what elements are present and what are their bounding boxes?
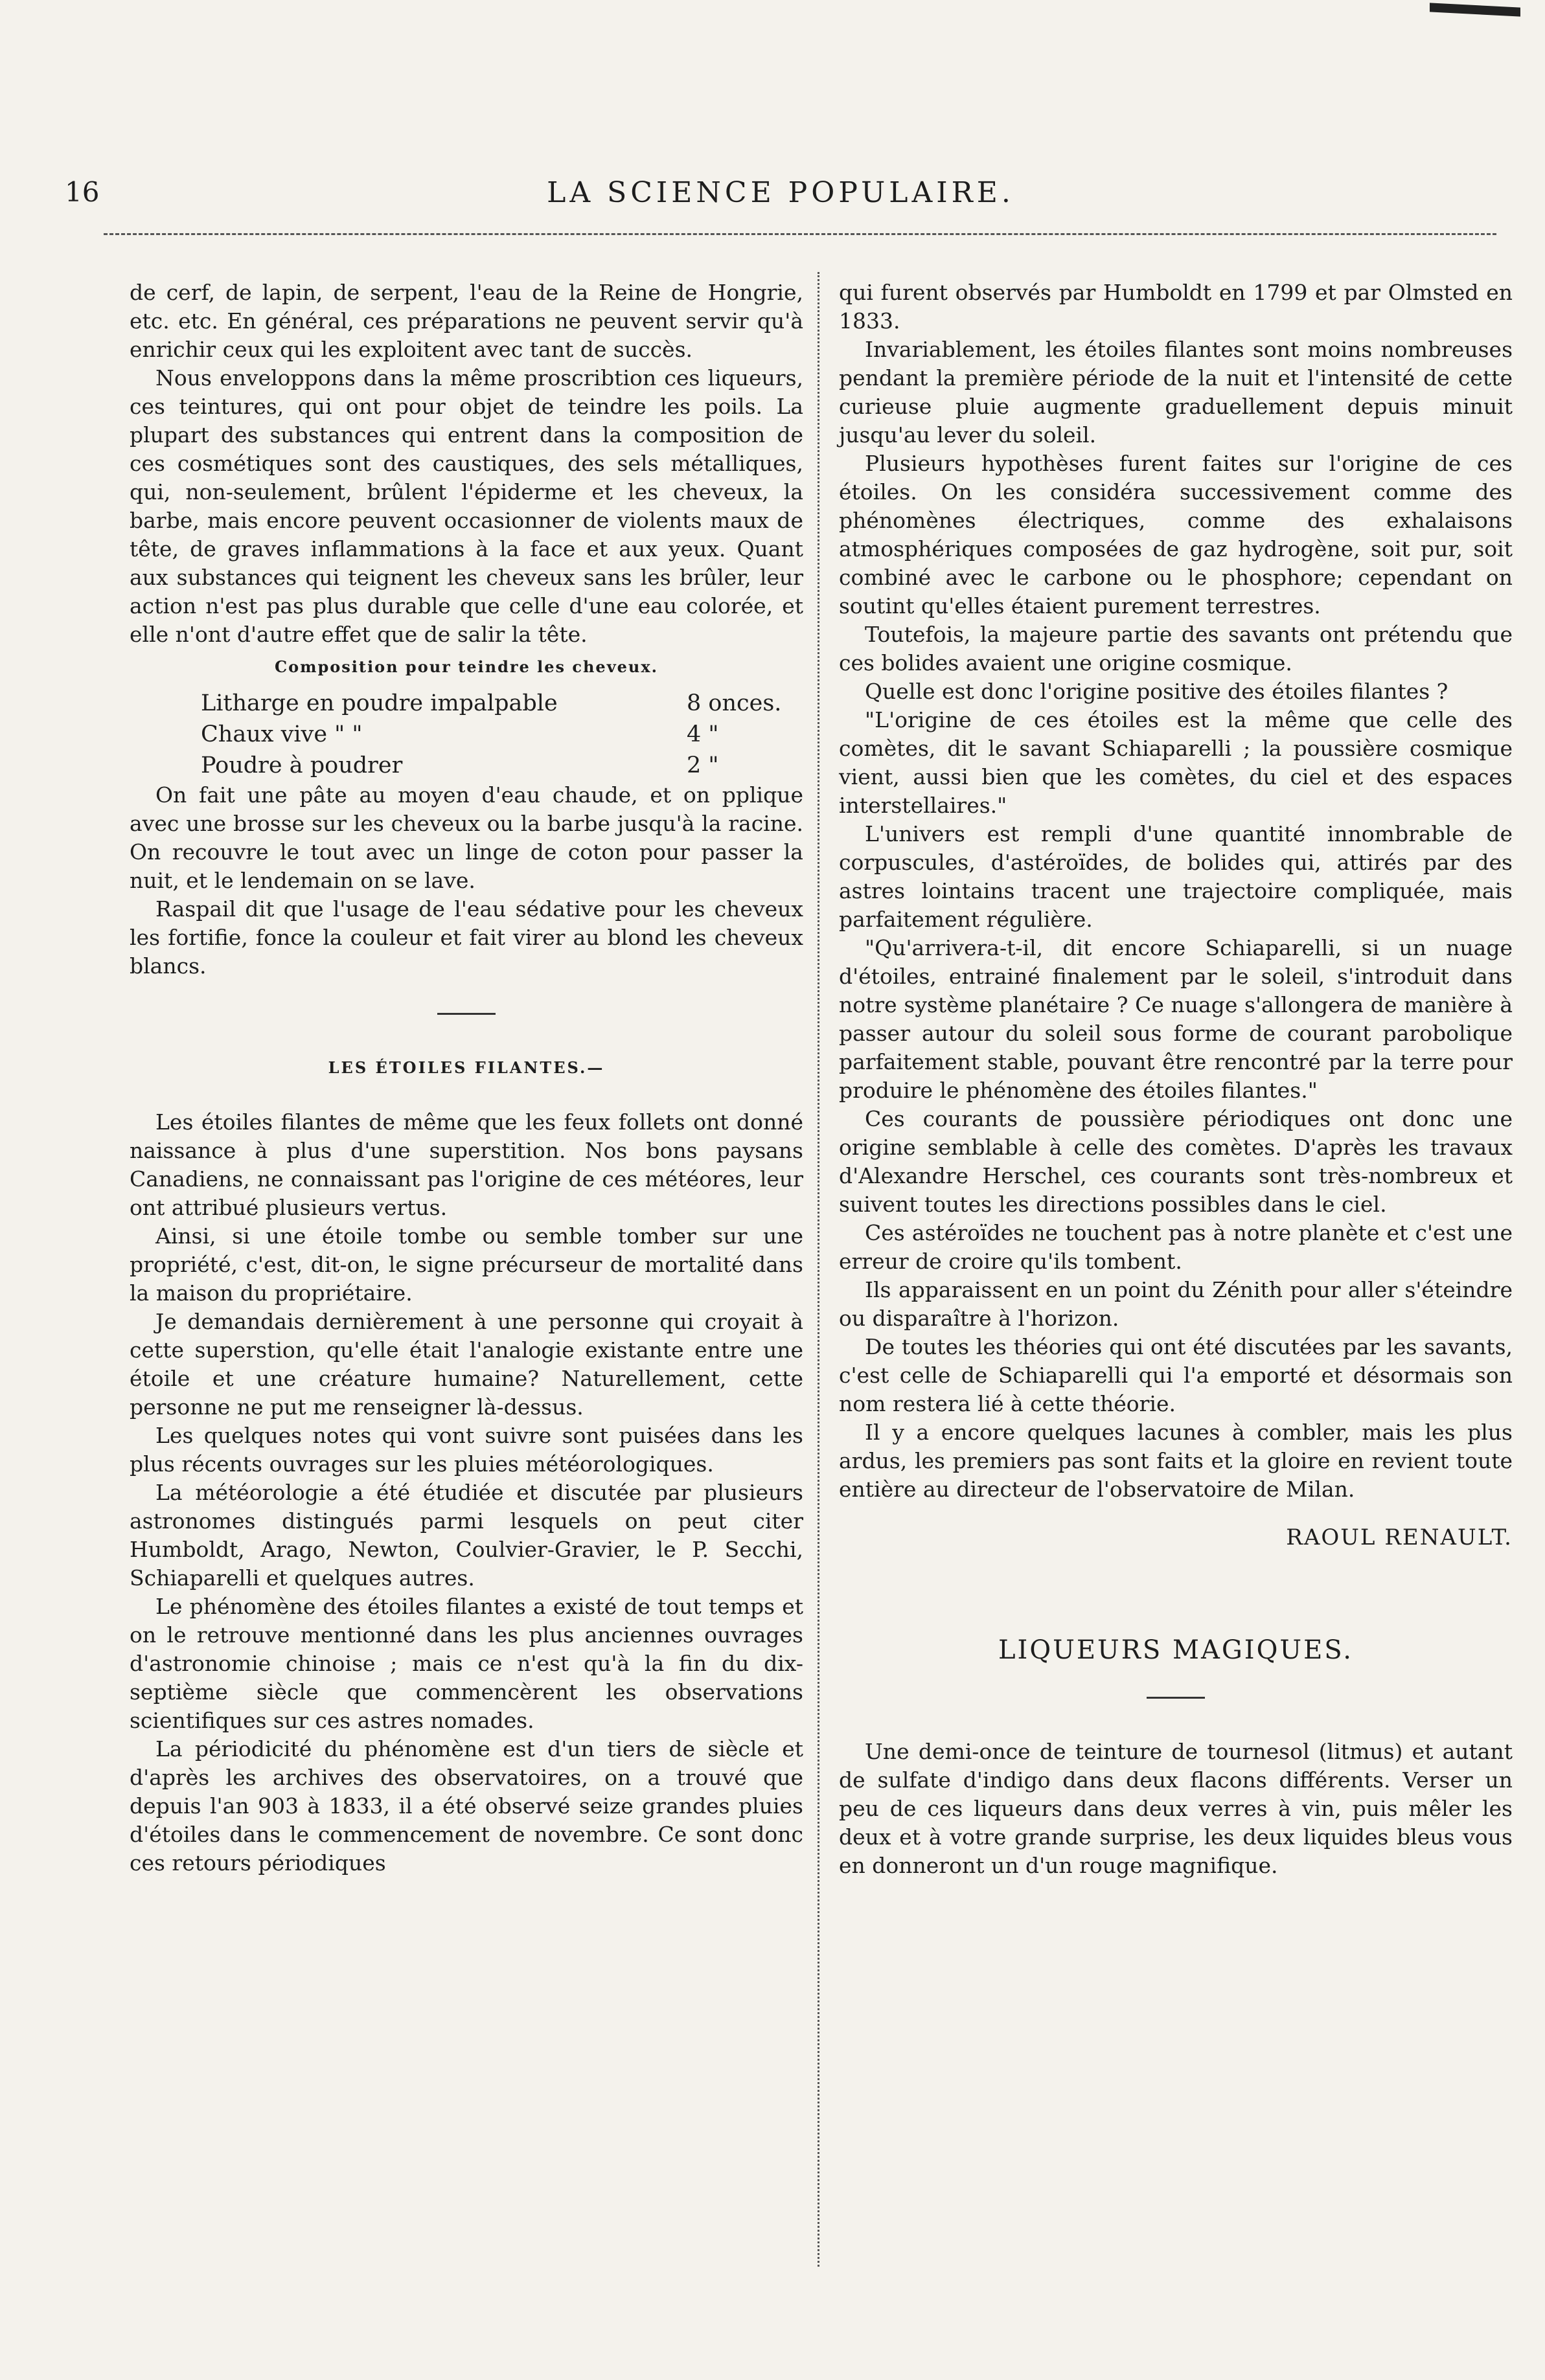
section-divider <box>437 1013 496 1015</box>
paragraph: Les quelques notes qui vont suivre sont puisées dans les plus récents ouvrages sur les pluies météorologiques. <box>130 1423 803 1477</box>
paragraph: Je demandais dernièrement à une personne qui croyait à cette superstion, qu'elle était l'analogie existante entre une étoile et une créature humaine? Naturellement, cette personne ne put me renseigner là-dessus. <box>130 1309 803 1420</box>
recipe-row <box>130 688 803 719</box>
paragraph: Nous enveloppons dans la même proscribtion ces liqueurs, ces teintures, qui ont pour objet de teindre les poils. La plupart des substances qui entrent dans la composition de ces cosmétiques sont des caustiques, des sels métalliques, qui, non-seulement, brûlent l'épiderme et les cheveux, la barbe, mais encore peuvent occasionner de violents maux de tête, de graves inflammations à la face et aux yeux. Quant aux substances qui teignent les cheveux sans les brûler, leur action n'est pas plus durable que celle d'une eau colorée, et elle n'ont d'autre effet que de salir la tête. <box>130 365 803 647</box>
running-title: LA SCIENCE POPULAIRE. <box>547 176 1014 209</box>
paragraph: Quelle est donc l'origine positive des étoiles filantes ? <box>865 679 1448 704</box>
paragraph: Le phénomène des étoiles filantes a existé de tout temps et on le retrouve mentionné dans les plus anciennes ouvrages d'astronomie chinoise ; mais ce n'est qu'à la fin du dix-septième siècle que commencèrent les observations scientifiques sur ces astres nomades. <box>130 1594 803 1733</box>
paragraph: Ces astéroïdes ne touchent pas à notre planète et c'est une erreur de croire qu'ils tombent. <box>839 1220 1513 1274</box>
paragraph: "Qu'arrivera-t-il, dit encore Schiaparelli, si un nuage d'étoiles, entrainé finalement par le soleil, s'introduit dans notre système planétaire ? Ce nuage s'allongera de manière à passer autour du soleil sous forme de courant parobolique parfaitement stable, pouvant être rencontré par la terre pour produire le phénomène des étoiles filantes." <box>839 935 1513 1103</box>
recipe-quantity: 8 onces. <box>687 690 782 716</box>
recipe-quantity: 4 " <box>687 721 719 747</box>
paragraph: Une demi-once de teinture de tournesol (litmus) et autant de sulfate d'indigo dans deux flacons différents. Verser un peu de ces liqueurs dans deux verres à vin, puis mêler les deux et à votre grande surprise, les deux liquides bleus vous en donneront un d'un rouge magnifique. <box>839 1739 1513 1878</box>
paragraph: "L'origine de ces étoiles est la même que celle des comètes, dit le savant Schiaparelli ; la poussière cosmique vient, aussi bien que les comètes, du ciel et des espaces interstellaires." <box>839 707 1513 818</box>
recipe-row <box>130 719 803 750</box>
paragraph: L'univers est rempli d'une quantité innombrable de corpuscules, d'astéroïdes, de bolides qui, attirés par des astres lointains tracent une trajectoire compliquée, mais parfaitement régulière. <box>839 821 1513 932</box>
page-header <box>65 176 1496 215</box>
paragraph: Ces courants de poussière périodiques ont donc une origine semblable à celle des comètes. D'après les travaux d'Alexandre Herschel, ces courants sont très-nombreux et suivent toutes les directions possibles dans le ciel. <box>839 1106 1513 1217</box>
paragraph: Ils apparaissent en un point du Zénith pour aller s'éteindre ou disparaître à l'horizon. <box>839 1277 1513 1331</box>
paragraph: Raspail dit que l'usage de l'eau sédative pour les cheveux les fortifie, fonce la couleur et fait virer au blond les cheveux blancs. <box>130 896 803 979</box>
paragraph: Invariablement, les étoiles filantes sont moins nombreuses pendant la première période de la nuit et l'intensité de cette curieuse pluie augmente graduellement depuis minuit jusqu'au lever du soleil. <box>839 337 1513 448</box>
section-divider <box>1147 1697 1205 1699</box>
recipe-quantity: 2 " <box>687 753 719 778</box>
paragraph: Ainsi, si une étoile tombe ou semble tomber sur une propriété, c'est, dit-on, le signe précurseur de mortalité dans la maison du propriétaire. <box>130 1223 803 1306</box>
header-rule <box>104 233 1496 235</box>
paragraph: Plusieurs hypothèses furent faites sur l'origine de ces étoiles. On les considéra successivement comme des phénomènes électriques, comme des exhalaisons atmosphériques composées de gaz hydrogène, soit pur, soit combiné avec le carbone ou le phosphore; cependant on soutint qu'elles étaient purement terrestres. <box>839 451 1513 618</box>
recipe-row <box>130 750 803 781</box>
left-column <box>130 278 803 2286</box>
paragraph: de cerf, de lapin, de serpent, l'eau de la Reine de Hongrie, etc. etc. En général, ces préparations ne peuvent servir qu'à enrichir ceux qui les exploitent avec tant de succès. <box>130 280 803 362</box>
page-number: 16 <box>65 176 100 208</box>
recipe-title: Composition pour teindre les cheveux. <box>274 657 659 676</box>
column-rule <box>818 272 819 2267</box>
right-column <box>839 278 1513 2286</box>
paragraph: Les étoiles filantes de même que les feux follets ont donné naissance à plus d'une superstition. Nos bons paysans Canadiens, ne connaissant pas l'origine de ces météores, leur ont attribué plusieurs vertus. <box>130 1109 803 1220</box>
paragraph: qui furent observés par Humboldt en 1799 et par Olmsted en 1833. <box>839 280 1513 334</box>
recipe-ingredient: Chaux vive " " <box>201 721 363 747</box>
paragraph: De toutes les théories qui ont été discutées par les savants, c'est celle de Schiaparelli qui l'a emporté et désormais son nom restera lié à cette théorie. <box>839 1334 1513 1416</box>
scan-artifact <box>1430 3 1520 16</box>
paragraph: Toutefois, la majeure partie des savants ont prétendu que ces bolides avaient une origine cosmique. <box>839 622 1513 675</box>
author-signature: RAOUL RENAULT. <box>1286 1524 1513 1550</box>
paragraph: La météorologie a été étudiée et discutée par plusieurs astronomes distingués parmi lesquels on peut citer Humboldt, Arago, Newton, Coulvier-Gravier, le P. Secchi, Schiaparelli et quelques autres. <box>130 1480 803 1591</box>
paragraph: Il y a encore quelques lacunes à combler, mais les plus ardus, les premiers pas sont faits et la gloire en revient toute entière au directeur de l'observatoire de Milan. <box>839 1420 1513 1502</box>
section-title: LES ÉTOILES FILANTES.— <box>328 1058 605 1077</box>
paragraph: On fait une pâte au moyen d'eau chaude, et on pplique avec une brosse sur les cheveux ou la barbe jusqu'à la racine. On recouvre le tout avec un linge de coton pour passer la nuit, et le lendemain on se lave. <box>130 782 803 893</box>
section-title: LIQUEURS MAGIQUES. <box>998 1635 1353 1665</box>
recipe-ingredient: Poudre à poudrer <box>201 753 403 778</box>
recipe-ingredient: Litharge en poudre impalpable <box>201 690 558 716</box>
paragraph: La périodicité du phénomène est d'un tiers de siècle et d'après les archives des observatoires, on a trouvé que depuis l'an 903 à 1833, il a été observé seize grandes pluies d'étoiles dans le commencement de novembre. Ce sont donc ces retours périodiques <box>130 1736 803 1876</box>
